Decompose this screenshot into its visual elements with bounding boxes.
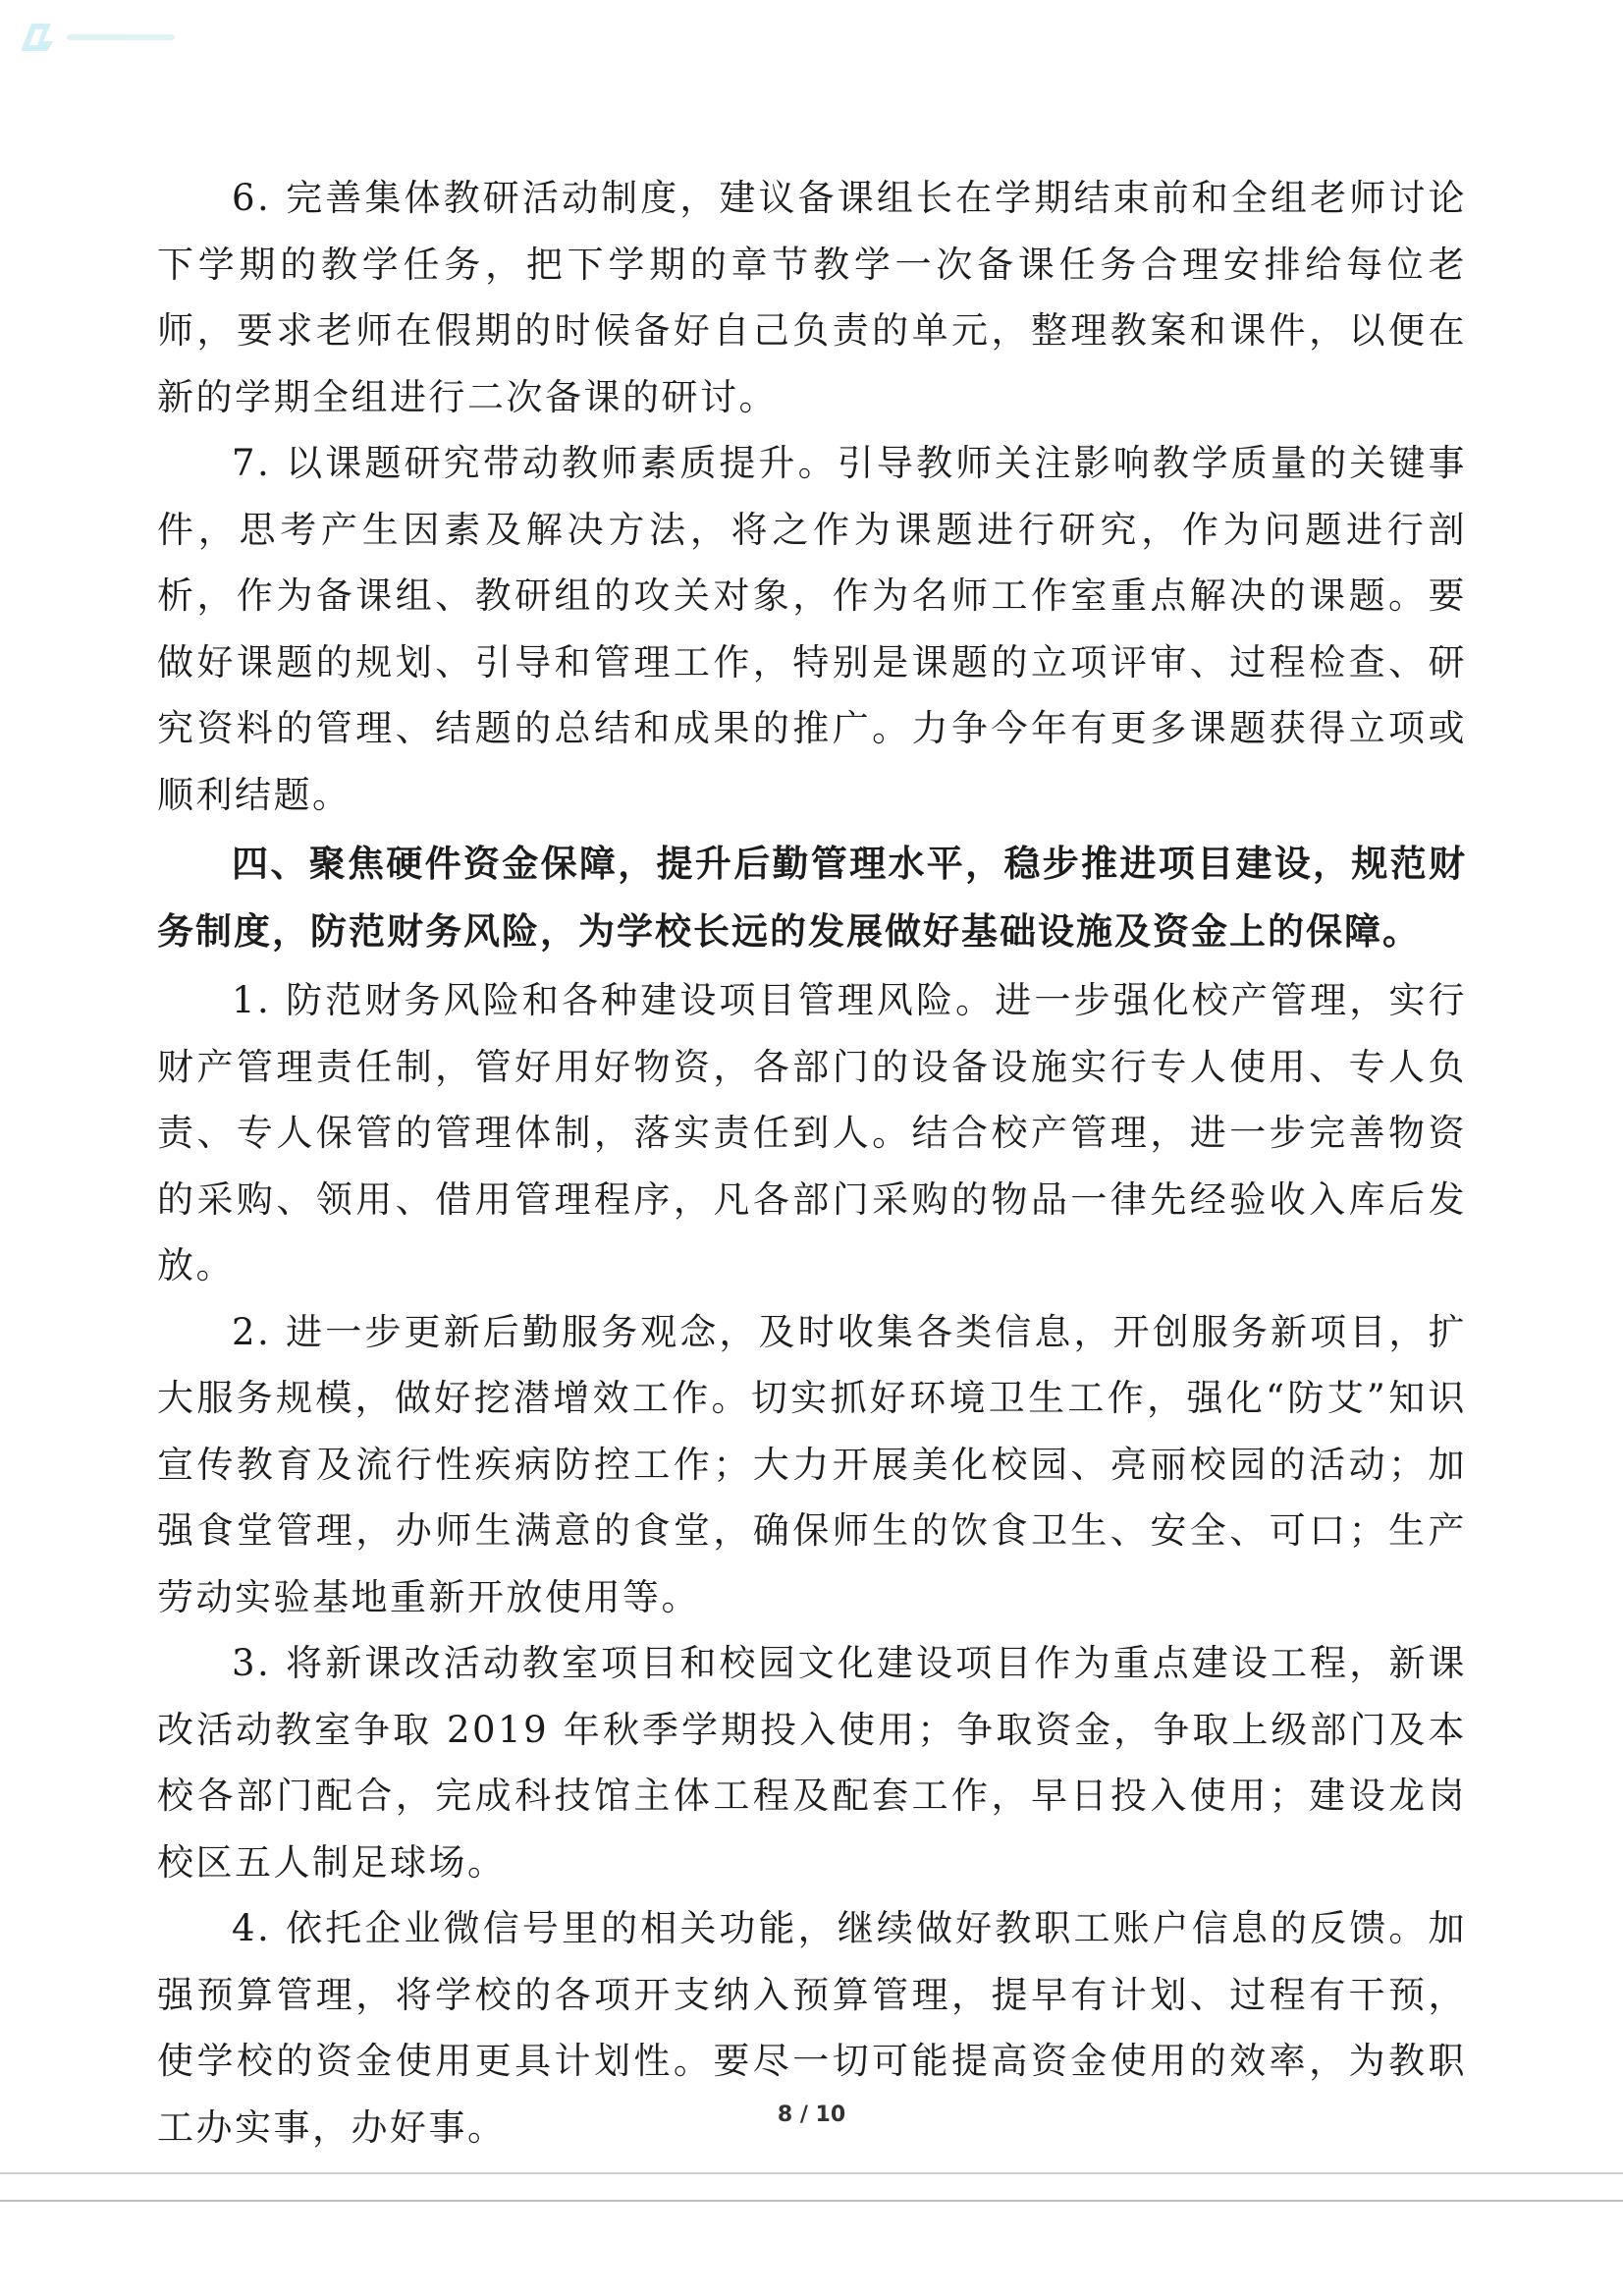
document-logo bbox=[18, 18, 185, 57]
paragraph-item-7: 7. 以课题研究带动教师素质提升。引导教师关注影响教学质量的关键事件，思考产生因素及解决方法，将之作为课题进行研究，作为问题进行剖析，作为备课组、教研组的攻关对象，作为名师工作室重点解决的课题。要做好课题的规划、引导和管理工作，特别是课题的立项评审、过程检查、研究资料的管理、结题的总结和成果的推广。力争今年有更多课题获得立项或顺利结题。 bbox=[157, 442, 1467, 816]
footer-divider bbox=[0, 2172, 1623, 2174]
section-heading-4: 四、聚焦硬件资金保障，提升后勤管理水平，稳步推进项目建设，规范财务制度，防范财务风险，为学校长远的发展做好基础设施及资金上的保障。 bbox=[157, 843, 1467, 953]
paragraph-item-2: 2. 进一步更新后勤服务观念，及时收集各类信息，开创服务新项目，扩大服务规模，做好挖潜增效工作。切实抓好环境卫生工作，强化“防艾”知识宣传教育及流行性疾病防控工作；大力开展美化校园、亮丽校园的活动；加强食堂管理，办师生满意的食堂，确保师生的饮食卫生、安全、可口；生产劳动实验基地重新开放使用等。 bbox=[157, 1310, 1467, 1618]
document-body bbox=[157, 165, 1467, 2160]
paragraph-item-4: 4. 依托企业微信号里的相关功能，继续做好教职工账户信息的反馈。加强预算管理，将学校的各项开支纳入预算管理，提早有计划、过程有干预，使学校的资金使用更具计划性。要尽一切可能提高资金使用的效率，为教职工办实事，办好事。 bbox=[157, 1907, 1467, 2149]
paragraph-item-3: 3. 将新课改活动教室项目和校园文化建设项目作为重点建设工程，新课改活动教室争取 2019 年秋季学期投入使用；争取资金，争取上级部门及本校各部门配合，完成科技馆主体工程及配套工作，早日投入使用；建设龙岗校区五人制足球场。 bbox=[157, 1642, 1467, 1884]
page-number: 8 / 10 bbox=[777, 2103, 846, 2127]
paragraph-item-6: 6. 完善集体教研活动制度，建议备课组长在学期结束前和全组老师讨论下学期的教学任务，把下学期的章节教学一次备课任务合理安排给每位老师，要求老师在假期的时候备好自己负责的单元，整理教案和课件，以便在新的学期全组进行二次备课的研讨。 bbox=[157, 177, 1467, 418]
paragraph-item-1: 1. 防范财务风险和各种建设项目管理风险。进一步强化校产管理，实行财产管理责任制，管好用好物资，各部门的设备设施实行专人使用、专人负责、专人保管的管理体制，落实责任到人。结合校产管理，进一步完善物资的采购、领用、借用管理程序，凡各部门采购的物品一律先经验收入库后发放。 bbox=[157, 979, 1467, 1286]
document-logo-icon bbox=[18, 20, 57, 55]
page-edge-divider bbox=[0, 2200, 1623, 2202]
